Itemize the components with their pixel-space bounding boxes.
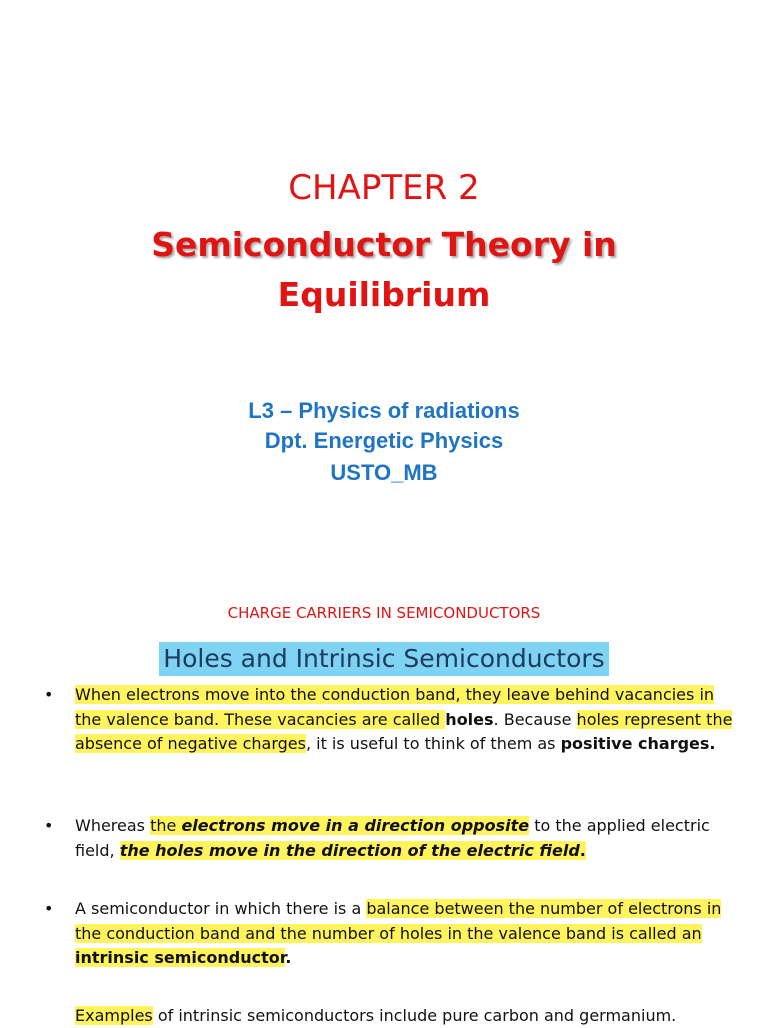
bullet-text — [75, 814, 744, 863]
plain-text: , it is useful to think of them as — [305, 734, 561, 753]
highlighted-examples-label: Examples — [75, 1006, 153, 1025]
chapter-title-line-1: Semiconductor Theory in — [151, 225, 617, 264]
highlighted-text: an — [676, 923, 702, 943]
bullet-text — [75, 897, 744, 971]
examples-line — [75, 1004, 755, 1028]
highlighted-bold-italic-text: electrons move in a direction opposite — [181, 816, 530, 835]
plain-text: . Because — [493, 709, 577, 729]
bullet-icon: • — [44, 816, 54, 835]
highlighted-text: When electrons move into the conduction band, they leave behind vacancies in the valence band. These vacancies are called — [75, 685, 715, 729]
bullet-icon: • — [44, 899, 54, 918]
highlighted-bold-italic-text: the holes move in the direction of the electric field — [119, 840, 580, 860]
course-level: L3 – Physics of radiations — [248, 398, 520, 423]
bullet-item-direction — [44, 814, 744, 863]
bullet-item-holes — [44, 683, 744, 757]
plain-text: Whereas — [75, 816, 151, 835]
course-department: Dpt. Energetic Physics — [264, 428, 504, 453]
plain-text: to the applied electric field, — [75, 816, 710, 860]
section-subheading: Holes and Intrinsic Semiconductors — [159, 642, 608, 676]
bold-term-intrinsic-semiconductor: intrinsic semiconductor — [75, 948, 286, 967]
bullet-text — [75, 683, 744, 757]
bold-term-positive-charges: positive charges. — [560, 734, 716, 753]
examples-text: of intrinsic semiconductors include pure carbon and germanium. — [152, 1006, 677, 1025]
highlighted-text: the — [150, 816, 182, 835]
highlighted-period: . — [579, 840, 586, 860]
bullet-icon: • — [44, 685, 54, 704]
section-heading: CHARGE CARRIERS IN SEMICONDUCTORS — [227, 604, 541, 622]
highlighted-text: holes represent the absence of negative charges — [75, 709, 733, 753]
highlighted-text: balance between the number of electrons in the conduction band and the number of holes in the valence band is called — [75, 899, 722, 943]
subheading-wrapper — [0, 642, 768, 676]
plain-text: A semiconductor in which there is a — [75, 899, 367, 918]
chapter-title-line-2: Equilibrium — [277, 275, 491, 314]
bold-period: . — [285, 948, 292, 967]
bullet-item-intrinsic — [44, 897, 744, 971]
course-university: USTO_MB — [330, 460, 438, 485]
chapter-number: CHAPTER 2 — [288, 168, 480, 208]
bold-term-holes: holes — [445, 709, 494, 729]
